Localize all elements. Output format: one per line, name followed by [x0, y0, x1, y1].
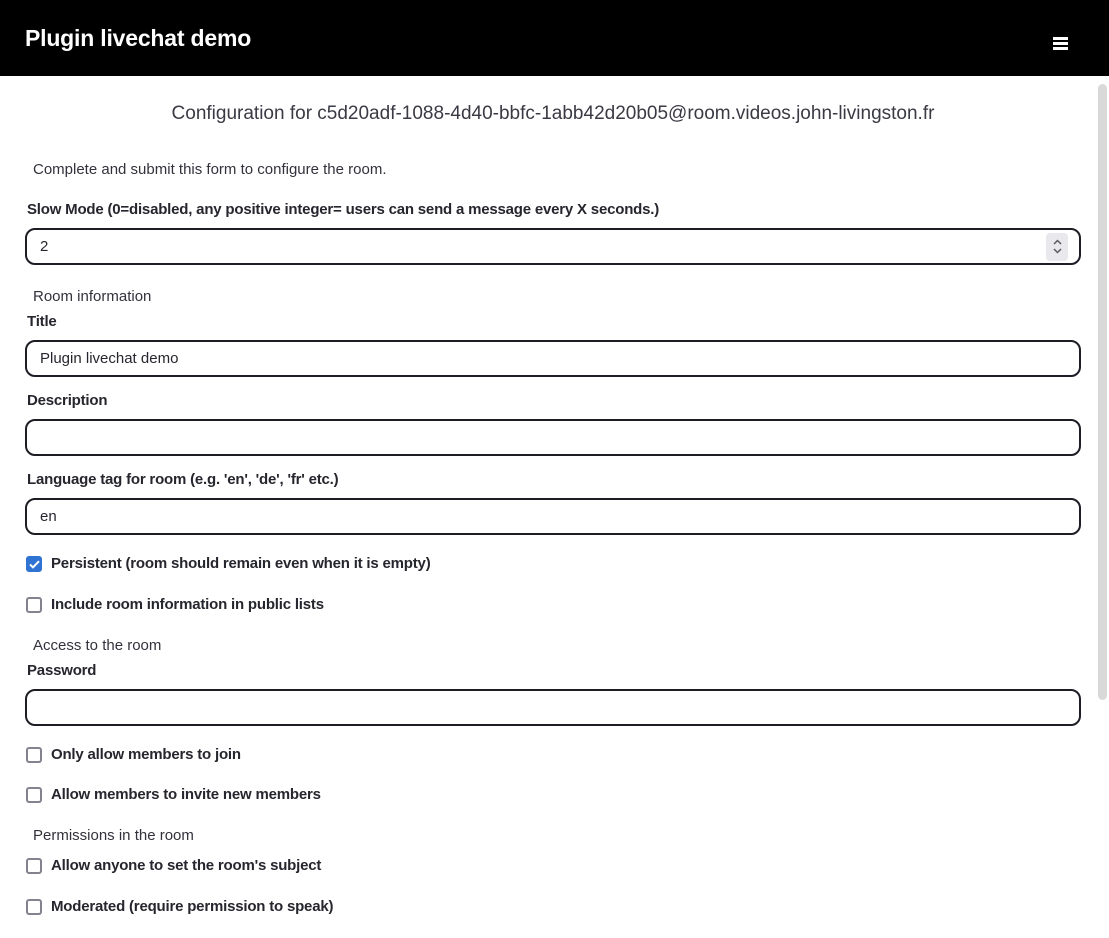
members-only-checkbox-row[interactable]: [26, 746, 1081, 764]
allow-invites-checkbox[interactable]: [26, 787, 42, 803]
section-room-information: Room information: [33, 288, 152, 305]
members-only-checkbox-label: Only allow members to join: [51, 746, 241, 763]
change-subject-checkbox-row[interactable]: [26, 857, 1081, 875]
hamburger-icon: [1053, 37, 1068, 40]
description-field: [25, 419, 1081, 456]
number-stepper[interactable]: [1046, 233, 1068, 261]
language-tag-input[interactable]: [25, 498, 1081, 535]
allow-invites-checkbox-label: Allow members to invite new members: [51, 786, 321, 803]
public-list-checkbox[interactable]: [26, 597, 42, 613]
change-subject-checkbox[interactable]: [26, 858, 42, 874]
page-title: Configuration for c5d20adf-1088-4d40-bbfc-1abb42d20b05@room.videos.john-livingston.fr: [171, 103, 935, 124]
slow-mode-field: [25, 228, 1081, 265]
moderated-checkbox-label: Moderated (require permission to speak): [51, 898, 334, 915]
title-field: [25, 340, 1081, 377]
public-list-checkbox-row[interactable]: [26, 596, 1081, 614]
hamburger-menu-button[interactable]: [1049, 31, 1072, 46]
moderated-checkbox[interactable]: [26, 899, 42, 915]
persistent-checkbox[interactable]: [26, 556, 42, 572]
app-title: Plugin livechat demo: [25, 24, 252, 51]
up-down-chevrons-icon: [1052, 238, 1063, 255]
members-only-checkbox[interactable]: [26, 747, 42, 763]
password-input[interactable]: [25, 689, 1081, 726]
form-instructions: Complete and submit this form to configure the room.: [33, 161, 387, 178]
slow-mode-label: Slow Mode (0=disabled, any positive integer= users can send a message every X seconds.): [27, 201, 660, 218]
password-field: [25, 689, 1081, 726]
title-input[interactable]: [25, 340, 1081, 377]
app-header: [0, 0, 1109, 76]
language-tag-label: Language tag for room (e.g. 'en', 'de', 'fr' etc.): [27, 471, 339, 488]
public-list-checkbox-label: Include room information in public lists: [51, 596, 324, 613]
vertical-scrollbar-thumb[interactable]: [1098, 84, 1107, 700]
title-label: Title: [27, 313, 57, 330]
section-permissions: Permissions in the room: [33, 827, 194, 844]
persistent-checkbox-row[interactable]: [26, 555, 1081, 573]
persistent-checkbox-label: Persistent (room should remain even when it is empty): [51, 555, 431, 572]
description-label: Description: [27, 392, 108, 409]
section-access: Access to the room: [33, 637, 162, 654]
password-label: Password: [27, 662, 97, 679]
configuration-form: [0, 101, 1109, 916]
allow-invites-checkbox-row[interactable]: [26, 786, 1081, 804]
slow-mode-input[interactable]: [25, 228, 1081, 265]
moderated-checkbox-row[interactable]: [26, 898, 1081, 916]
checkmark-icon: [29, 560, 40, 569]
language-tag-field: [25, 498, 1081, 535]
description-input[interactable]: [25, 419, 1081, 456]
change-subject-checkbox-label: Allow anyone to set the room's subject: [51, 857, 322, 874]
